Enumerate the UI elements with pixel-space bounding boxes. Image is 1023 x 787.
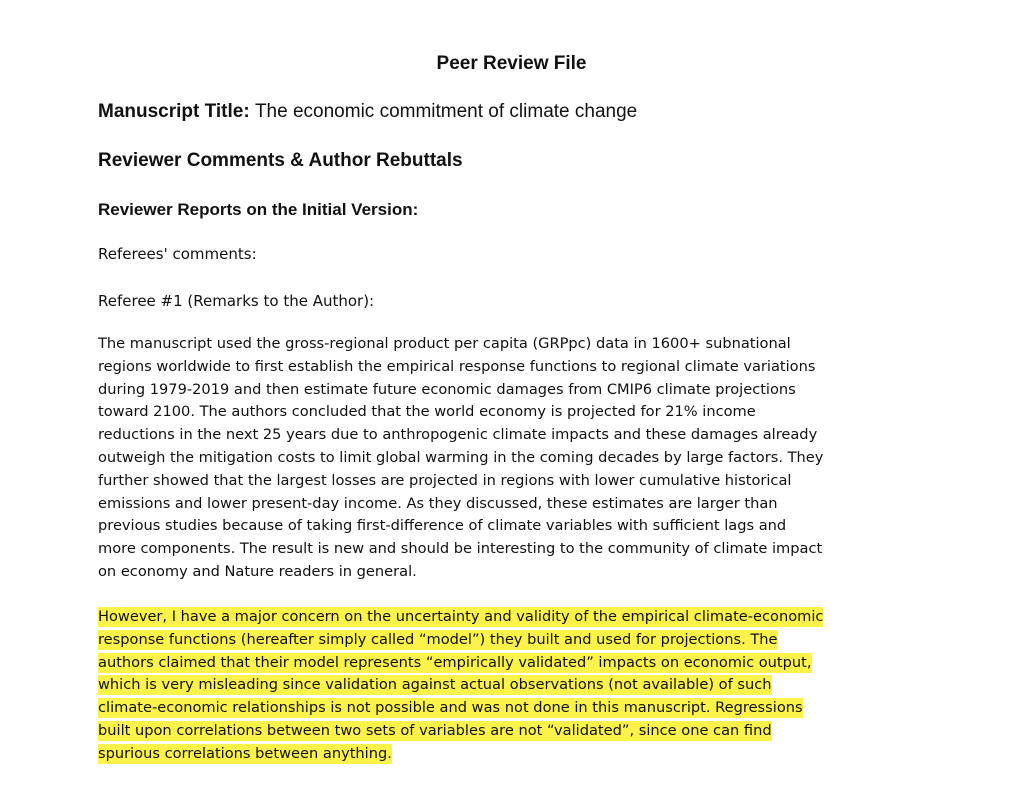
highlighted-line: which is very misleading since validation against actual observations (not available) of such	[98, 676, 772, 694]
highlighted-concern-paragraph	[98, 606, 978, 766]
paragraph-line: regions worldwide to first establish the empirical response functions to regional climate variations	[98, 357, 816, 375]
highlighted-line: built upon correlations between two sets of variables are not “validated”, since one can find	[98, 721, 772, 739]
paragraph-line: more components. The result is new and should be interesting to the community of climate impact	[98, 540, 823, 558]
highlighted-line: However, I have a major concern on the uncertainty and validity of the empirical climate-economic	[98, 608, 824, 625]
paragraph-line: on economy and Nature readers in general.	[98, 562, 417, 580]
referee-heading: Referee #1 (Remarks to the Author):	[98, 292, 375, 310]
summary-paragraph	[98, 333, 978, 584]
paragraph-line: toward 2100. The authors concluded that the world economy is projected for 21% income	[98, 403, 756, 421]
paragraph-line: during 1979-2019 and then estimate future economic damages from CMIP6 climate projections	[98, 380, 796, 398]
document-title: Peer Review File	[436, 53, 587, 74]
paragraph-line: The manuscript used the gross-regional product per capita (GRPpc) data in 1600+ subnational	[98, 335, 791, 352]
highlighted-line: spurious correlations between anything.	[98, 744, 392, 762]
referees-comments-label: Referees' comments:	[98, 245, 257, 263]
section-heading: Reviewer Comments & Author Rebuttals	[98, 150, 463, 171]
highlighted-line: climate-economic relationships is not possible and was not done in this manuscript. Regressions	[98, 699, 803, 717]
manuscript-title-label: Manuscript Title:	[98, 101, 250, 122]
paragraph-line: outweigh the mitigation costs to limit global warming in the coming decades by large factors. They	[98, 448, 824, 466]
paragraph-line: reductions in the next 25 years due to anthropogenic climate impacts and these damages already	[98, 426, 818, 444]
paragraph-line: further showed that the largest losses are projected in regions with lower cumulative historical	[98, 471, 792, 489]
highlighted-line: authors claimed that their model represents “empirically validated” impacts on economic output,	[98, 653, 812, 671]
subsection-heading: Reviewer Reports on the Initial Version:	[98, 200, 419, 219]
highlighted-line: response functions (hereafter simply called “model”) they built and used for projections. The	[98, 630, 778, 648]
paragraph-line: emissions and lower present-day income. As they discussed, these estimates are larger than	[98, 494, 778, 512]
manuscript-title-value: The economic commitment of climate change	[254, 101, 638, 122]
manuscript-title-row	[98, 100, 637, 124]
paragraph-line: previous studies because of taking first-difference of climate variables with sufficient lags and	[98, 517, 787, 535]
